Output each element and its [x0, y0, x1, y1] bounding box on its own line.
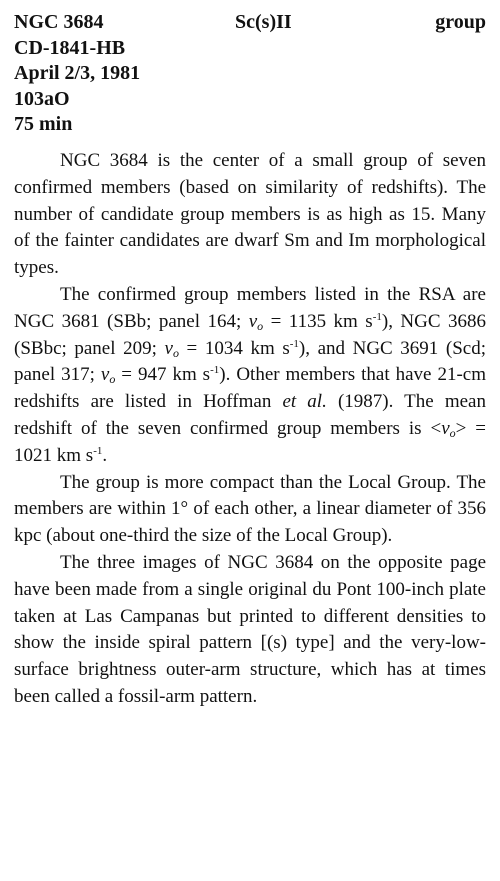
paragraph-2: The confirmed group members listed in the RSA are NGC 3681 (SBb; panel 164; $v_o = 1135$ km $s^{-1}$), NGC 3686 (SBbc; panel 209; $v_o = 1034$ km $s^{-1}$), and NGC 3691 (Scd; panel 317; $v_o = 947$ km $s^{-1}$). Other members that have 21-cm redshifts are listed in Hoffman et al. (1987). The mean redshift of the seven confirmed group members is $<v_o> = 1021$ km $s^{-1}$. — [14, 283, 487, 466]
observation-date: April 2/3, 1981 — [14, 62, 141, 84]
paragraph-4: The three images of NGC 3684 on the opposite page have been made from a single original du Pont 100-inch plate taken at Las Campanas but printed to different densities to show the inside spiral pattern [(s) type] and the very-low-surface brightness outer-arm structure, which has at times been called a fossil-arm pattern. — [14, 551, 486, 707]
paragraph-3: The group is more compact than the Local Group. The members are within 1° of each other, a linear diameter of 356 kpc (about one-third the size of the Local Group). — [14, 471, 486, 547]
paragraph-1: NGC 3684 is the center of a small group of seven confirmed members (based on similarity of redshifts). The number of candidate group members is as high as 15. Many of the fainter candidates are dwarf Sm and Im morphological types. — [14, 150, 486, 279]
exposure-time: 75 min — [14, 113, 73, 135]
description-body — [14, 148, 486, 711]
object-name: NGC 3684 — [14, 11, 104, 33]
plate-id: CD-1841-HB — [14, 36, 126, 59]
header-row-1 — [14, 10, 486, 36]
category-label: group — [435, 11, 486, 33]
morphological-type: Sc(s)II — [235, 11, 292, 33]
entry-header — [14, 10, 486, 138]
emulsion-type: 103aO — [14, 87, 70, 110]
